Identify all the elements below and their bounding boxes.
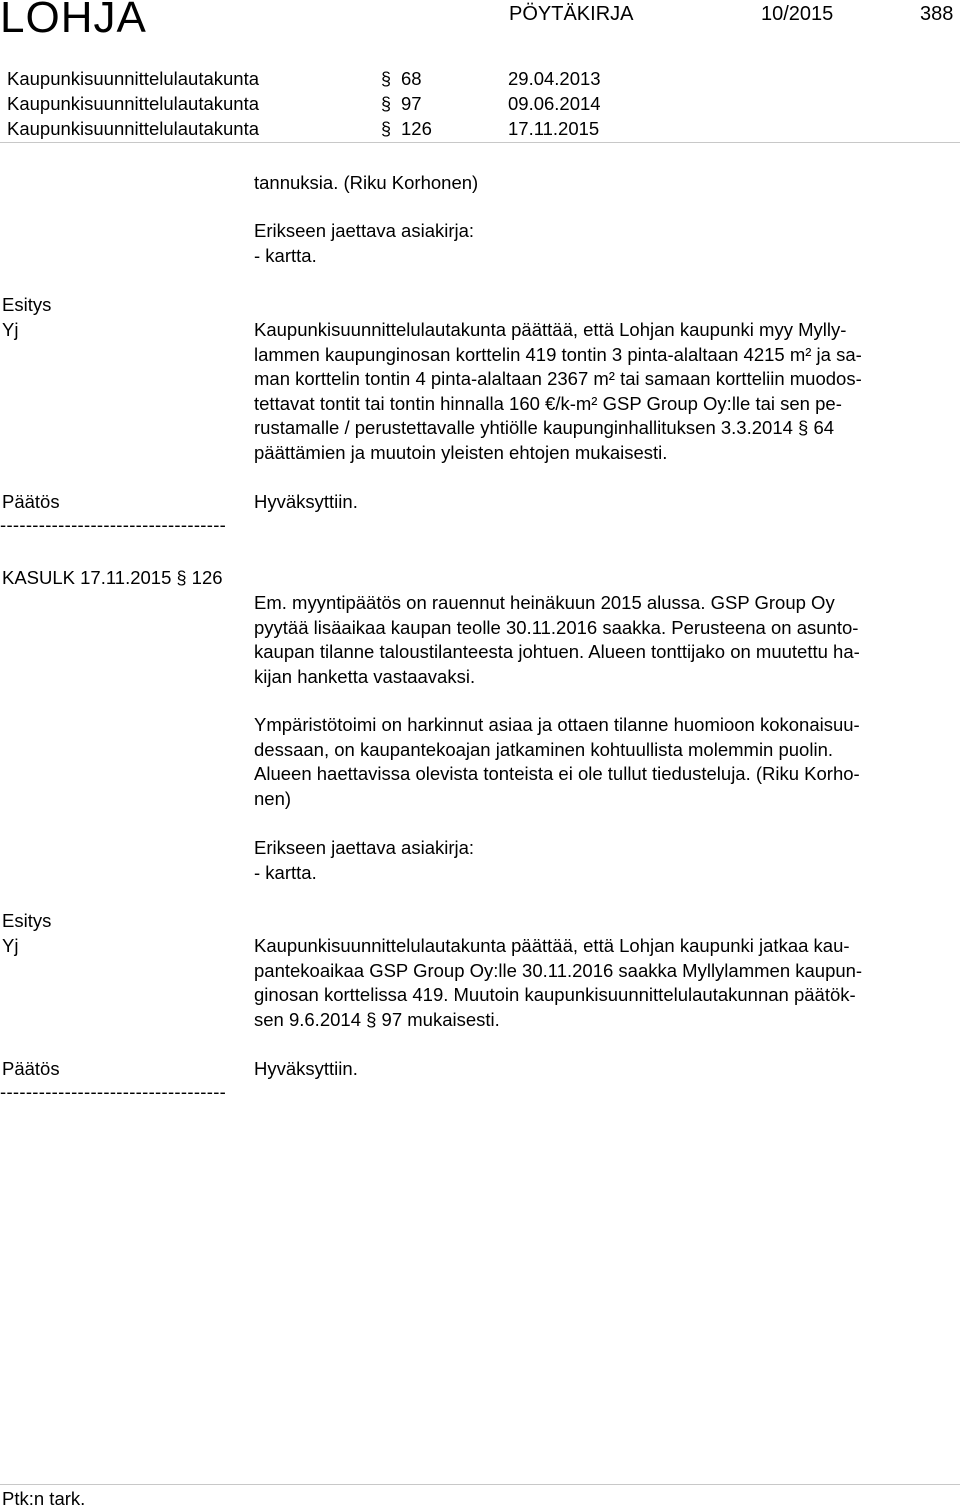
separator-line: ----------------------------------- [0, 1081, 227, 1102]
text-line: Kaupunkisuunnittelulautakunta päättää, että Lohjan kaupunki jatkaa kau- [254, 935, 850, 956]
decision-label: Päätös [2, 491, 60, 512]
decision-text: Hyväksyttiin. [254, 1058, 358, 1079]
reference-date: 17.11.2015 [508, 118, 600, 139]
separator-line: ----------------------------------- [0, 514, 227, 535]
issue-number: 10/2015 [761, 3, 834, 25]
attachment-item: - kartta. [254, 245, 317, 266]
reference-number: 126 [401, 118, 432, 139]
reference-body: Kaupunkisuunnittelulautakunta [7, 118, 259, 139]
proposal-text [254, 318, 948, 465]
text-line: pantekoaikaa GSP Group Oy:lle 30.11.2016 saakka Myllylammen kaupun- [254, 959, 863, 981]
reference-body: Kaupunkisuunnittelulautakunta [7, 93, 259, 114]
text-line: kijan hanketta vastaavaksi. [254, 665, 476, 687]
text-line: Kaupunkisuunnittelulautakunta päättää, että Lohjan kaupunki myy Mylly- [254, 319, 847, 340]
attachment-label: Erikseen jaettava asiakirja: [254, 837, 475, 858]
continuation-text: tannuksia. (Riku Korhonen) [254, 172, 479, 193]
text-line: tettavat tontit tai tontin hinnalla 160 €/k-m² GSP Group Oy:lle tai sen pe- [254, 392, 842, 414]
lohja-logo: LOHJA [0, 0, 147, 42]
section-sign-icon: § [381, 119, 392, 139]
proposal-label: Esitys [2, 910, 52, 931]
text-line: nen) [254, 787, 292, 809]
proposal-text [254, 934, 948, 1032]
proposal-sublabel: Yj [2, 319, 19, 340]
text-line: dessaan, on kaupantekoajan jatkaminen kohtuullista molemmin puolin. [254, 738, 833, 760]
page-number: 388 [920, 3, 954, 25]
section-heading [2, 566, 223, 591]
footer-divider [0, 1484, 960, 1485]
background-paragraph [254, 591, 948, 689]
decision-text: Hyväksyttiin. [254, 491, 358, 512]
heading-number: 126 [191, 567, 223, 588]
text-line: pyytää lisäaikaa kaupan teolle 30.11.2016 saakka. Perusteena on asunto- [254, 616, 859, 638]
text-line: sen 9.6.2014 § 97 mukaisesti. [254, 1008, 500, 1030]
verification-label: Ptk:n tark. [2, 1488, 86, 1509]
header-divider [0, 142, 960, 143]
section-sign-icon: § [381, 69, 392, 89]
text-line: rustamalle / perustettavalle yhtiölle kaupunginhallituksen 3.3.2014 § 64 [254, 417, 835, 438]
text-line: man korttelin tontin 4 pinta-alaltaan 2367 m² tai samaan kortteliin muodos- [254, 368, 862, 389]
attachment-label: Erikseen jaettava asiakirja: [254, 220, 475, 241]
attachment-item: - kartta. [254, 862, 317, 883]
section-sign-icon: § [176, 568, 187, 588]
text-line: Em. myyntipäätös on rauennut heinäkuun 2015 alussa. GSP Group Oy [254, 592, 835, 613]
text-line: Alueen haettavissa olevista tonteista ei ole tullut tiedusteluja. (Riku Korho- [254, 763, 860, 784]
text-line: Ympäristötoimi on harkinnut asiaa ja ottaen tilanne huomioon kokonaisuu- [254, 714, 860, 735]
text-line: lammen kaupunginosan korttelin 419 tontin 3 pinta-alaltaan 4215 m² ja sa- [254, 343, 862, 365]
reference-number: 68 [401, 68, 422, 89]
text-line: kaupan tilanne taloustilanteesta johtuen. Alueen tonttijako on muutettu ha- [254, 641, 860, 662]
text-line: ginosan korttelissa 419. Muutoin kaupunkisuunnittelulautakunnan päätök- [254, 984, 856, 1005]
document-type: PÖYTÄKIRJA [509, 3, 634, 25]
section-sign-icon: § [381, 94, 392, 114]
proposal-label: Esitys [2, 294, 52, 315]
reference-date: 29.04.2013 [508, 68, 601, 89]
decision-label: Päätös [2, 1058, 60, 1079]
heading-text: KASULK 17.11.2015 [2, 567, 172, 588]
assessment-paragraph [254, 713, 948, 811]
proposal-sublabel: Yj [2, 935, 19, 956]
reference-date: 09.06.2014 [508, 93, 601, 114]
text-line: päättämien ja muutoin yleisten ehtojen mukaisesti. [254, 441, 668, 463]
reference-body: Kaupunkisuunnittelulautakunta [7, 68, 259, 89]
reference-number: 97 [401, 93, 422, 114]
